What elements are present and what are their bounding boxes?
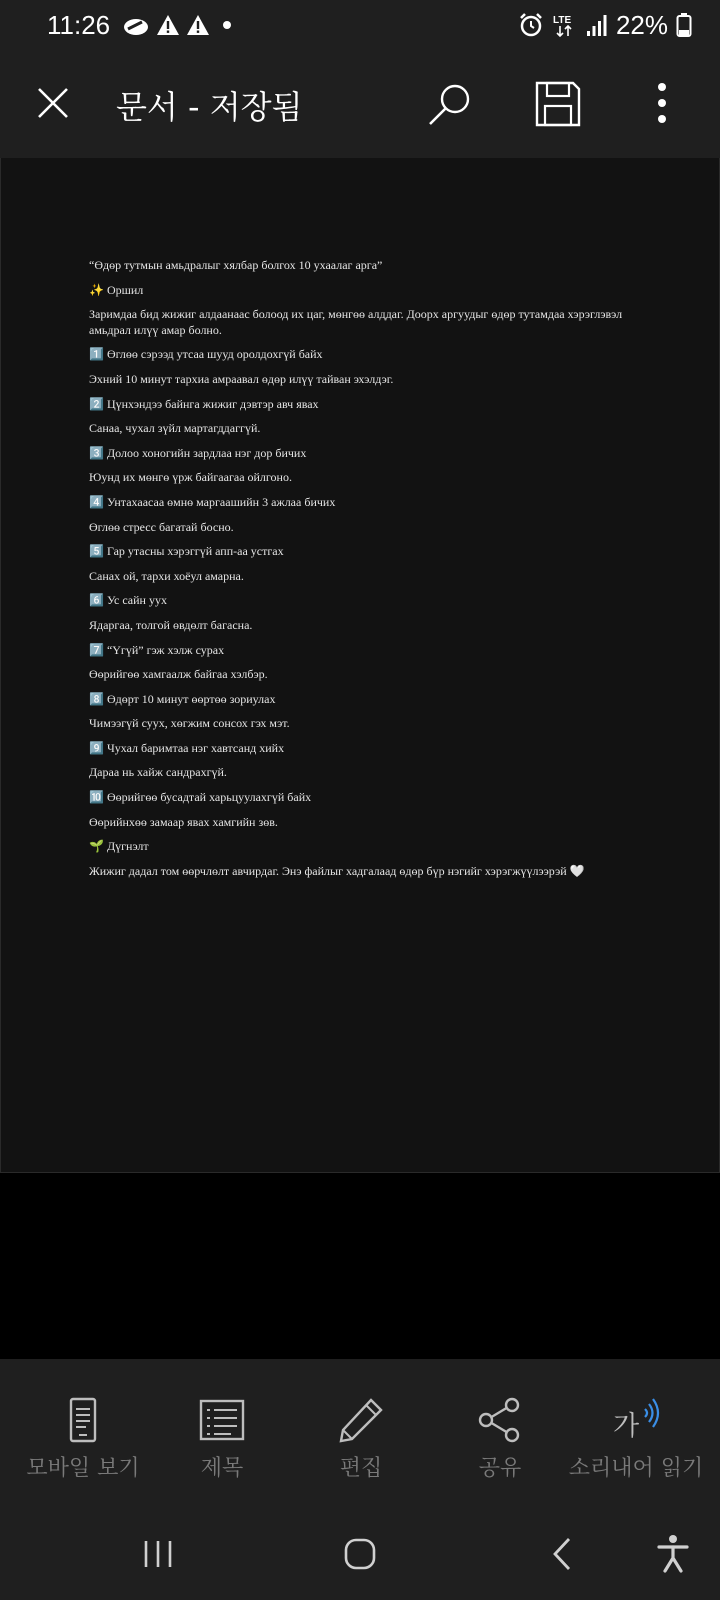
share-button[interactable] [430,1359,570,1509]
status-bar [0,0,720,50]
document-paragraph: 🔟 Өөрийгөө бусадтай харьцуулахгүй байх [89,790,312,805]
warning-icon [156,14,180,36]
search-icon[interactable] [426,80,476,130]
battery-icon [676,12,692,38]
share-icon [475,1395,525,1445]
navigation-bar [0,1509,720,1600]
status-time: 11:26 [47,10,111,40]
document-paragraph: Жижиг дадал том өөрчлөлт авчирдаг. Энэ файлыг хадгалаад өдөр бүр нэгийг хэрэгжүүлээрэй 🤍 [89,863,585,878]
lte-icon [552,12,578,38]
accessibility-icon[interactable] [648,1529,698,1579]
document-paragraph: Ядаргаа, толгой өвдөлт багасна. [89,617,253,632]
share-label: 공유 [478,1456,522,1481]
document-paragraph: 8️⃣ Өдөрт 10 минут өөртөө зориулах [89,691,276,706]
dot-icon [216,14,238,36]
bottom-toolbar [0,1359,720,1509]
outline-button[interactable] [152,1359,292,1509]
document-paragraph: 🌱 Дүгнэлт [89,839,149,854]
phone-icon [58,1395,108,1445]
document-paragraph: Өөрийнхөө замаар явах хамгийн зөв. [89,814,278,829]
document-content [89,258,629,879]
document-paragraph: Дараа нь хайж сандрахгүй. [89,765,227,780]
read-aloud-button[interactable] [566,1359,706,1509]
read-aloud-label: 소리내어 읽기 [568,1456,704,1481]
document-title: 문서 - 저장됨 [116,88,303,126]
document-paragraph: Чимээгүй суух, хөгжим сонсох гэх мэт. [89,716,290,731]
document-paragraph: ✨ Оршил [89,282,144,297]
save-icon[interactable] [534,80,582,128]
document-paragraph: 7️⃣ “Үгүй” гэж хэлж сурах [89,642,225,657]
document-paragraph: 9️⃣ Чухал баримтаа нэг хавтсанд хийх [89,740,285,755]
app-bar [0,50,720,158]
close-button[interactable] [30,80,76,126]
document-paragraph: Өглөө стресс багатай босно. [89,519,234,534]
document-paragraph: Өөрийгөө хамгаалж байгаа хэлбэр. [89,667,268,682]
signal-icon [586,13,608,37]
mobile-view-button[interactable] [13,1359,153,1509]
warning-icon [186,14,210,36]
document-paragraph: 6️⃣ Ус сайн уух [89,593,167,608]
edit-button[interactable] [291,1359,431,1509]
battery-percent: 22% [615,9,668,40]
list-icon [197,1395,247,1445]
document-paragraph: 5️⃣ Гар утасны хэрэггүй апп-аа устгах [89,544,284,559]
document-paragraph: 1️⃣ Өглөө сэрээд утсаа шууд оролдохгүй байх [89,347,323,362]
document-paragraph: 3️⃣ Долоо хоногийн зардлаа нэг дор бичих [89,445,307,460]
recent-apps-icon[interactable] [133,1529,183,1579]
svg-text:LTE: LTE [552,15,572,26]
svg-text:가: 가 [613,1411,640,1442]
outline-label: 제목 [200,1456,244,1481]
more-options-icon[interactable] [650,82,674,126]
document-paragraph: 4️⃣ Унтахаасаа өмнө маргаашийн 3 ажлаа бичих [89,494,336,509]
back-icon[interactable] [537,1529,587,1579]
pencil-icon [336,1395,386,1445]
document-paragraph: Эхний 10 минут тархиа амраавал өдөр илүү тайван эхэлдэг. [89,371,394,386]
status-right [518,10,692,40]
document-paragraph: “Өдөр тутмын амьдралыг хялбар болгох 10 ухаалаг арга” [89,258,383,272]
notification-icons [122,12,238,38]
home-icon[interactable] [335,1529,385,1579]
document-paragraph: Заримдаа бид жижиг алдаанаас болоод их цаг, мөнгөө алддаг. Доорх аргуудыг өдөр тутамдаа хэрэглэвэл амьдрал илүү амар болно. [89,307,626,337]
edit-label: 편집 [339,1456,383,1481]
document-paragraph: 2️⃣ Цүнхэндээ байнга жижиг дэвтэр авч явах [89,396,319,411]
document-paragraph: Юунд их мөнгө үрж байгаагаа ойлгоно. [89,470,292,485]
mobile-view-label: 모바일 보기 [26,1456,140,1481]
read-aloud-icon [611,1395,661,1445]
alarm-icon [518,12,544,38]
document-paragraph: Санах ой, тархи хоёул амарна. [89,568,244,583]
document-viewer[interactable] [0,158,720,1173]
document-paragraph: Санаа, чухал зүйл мартагддаггүй. [89,421,261,436]
cloud-icon [122,14,150,36]
